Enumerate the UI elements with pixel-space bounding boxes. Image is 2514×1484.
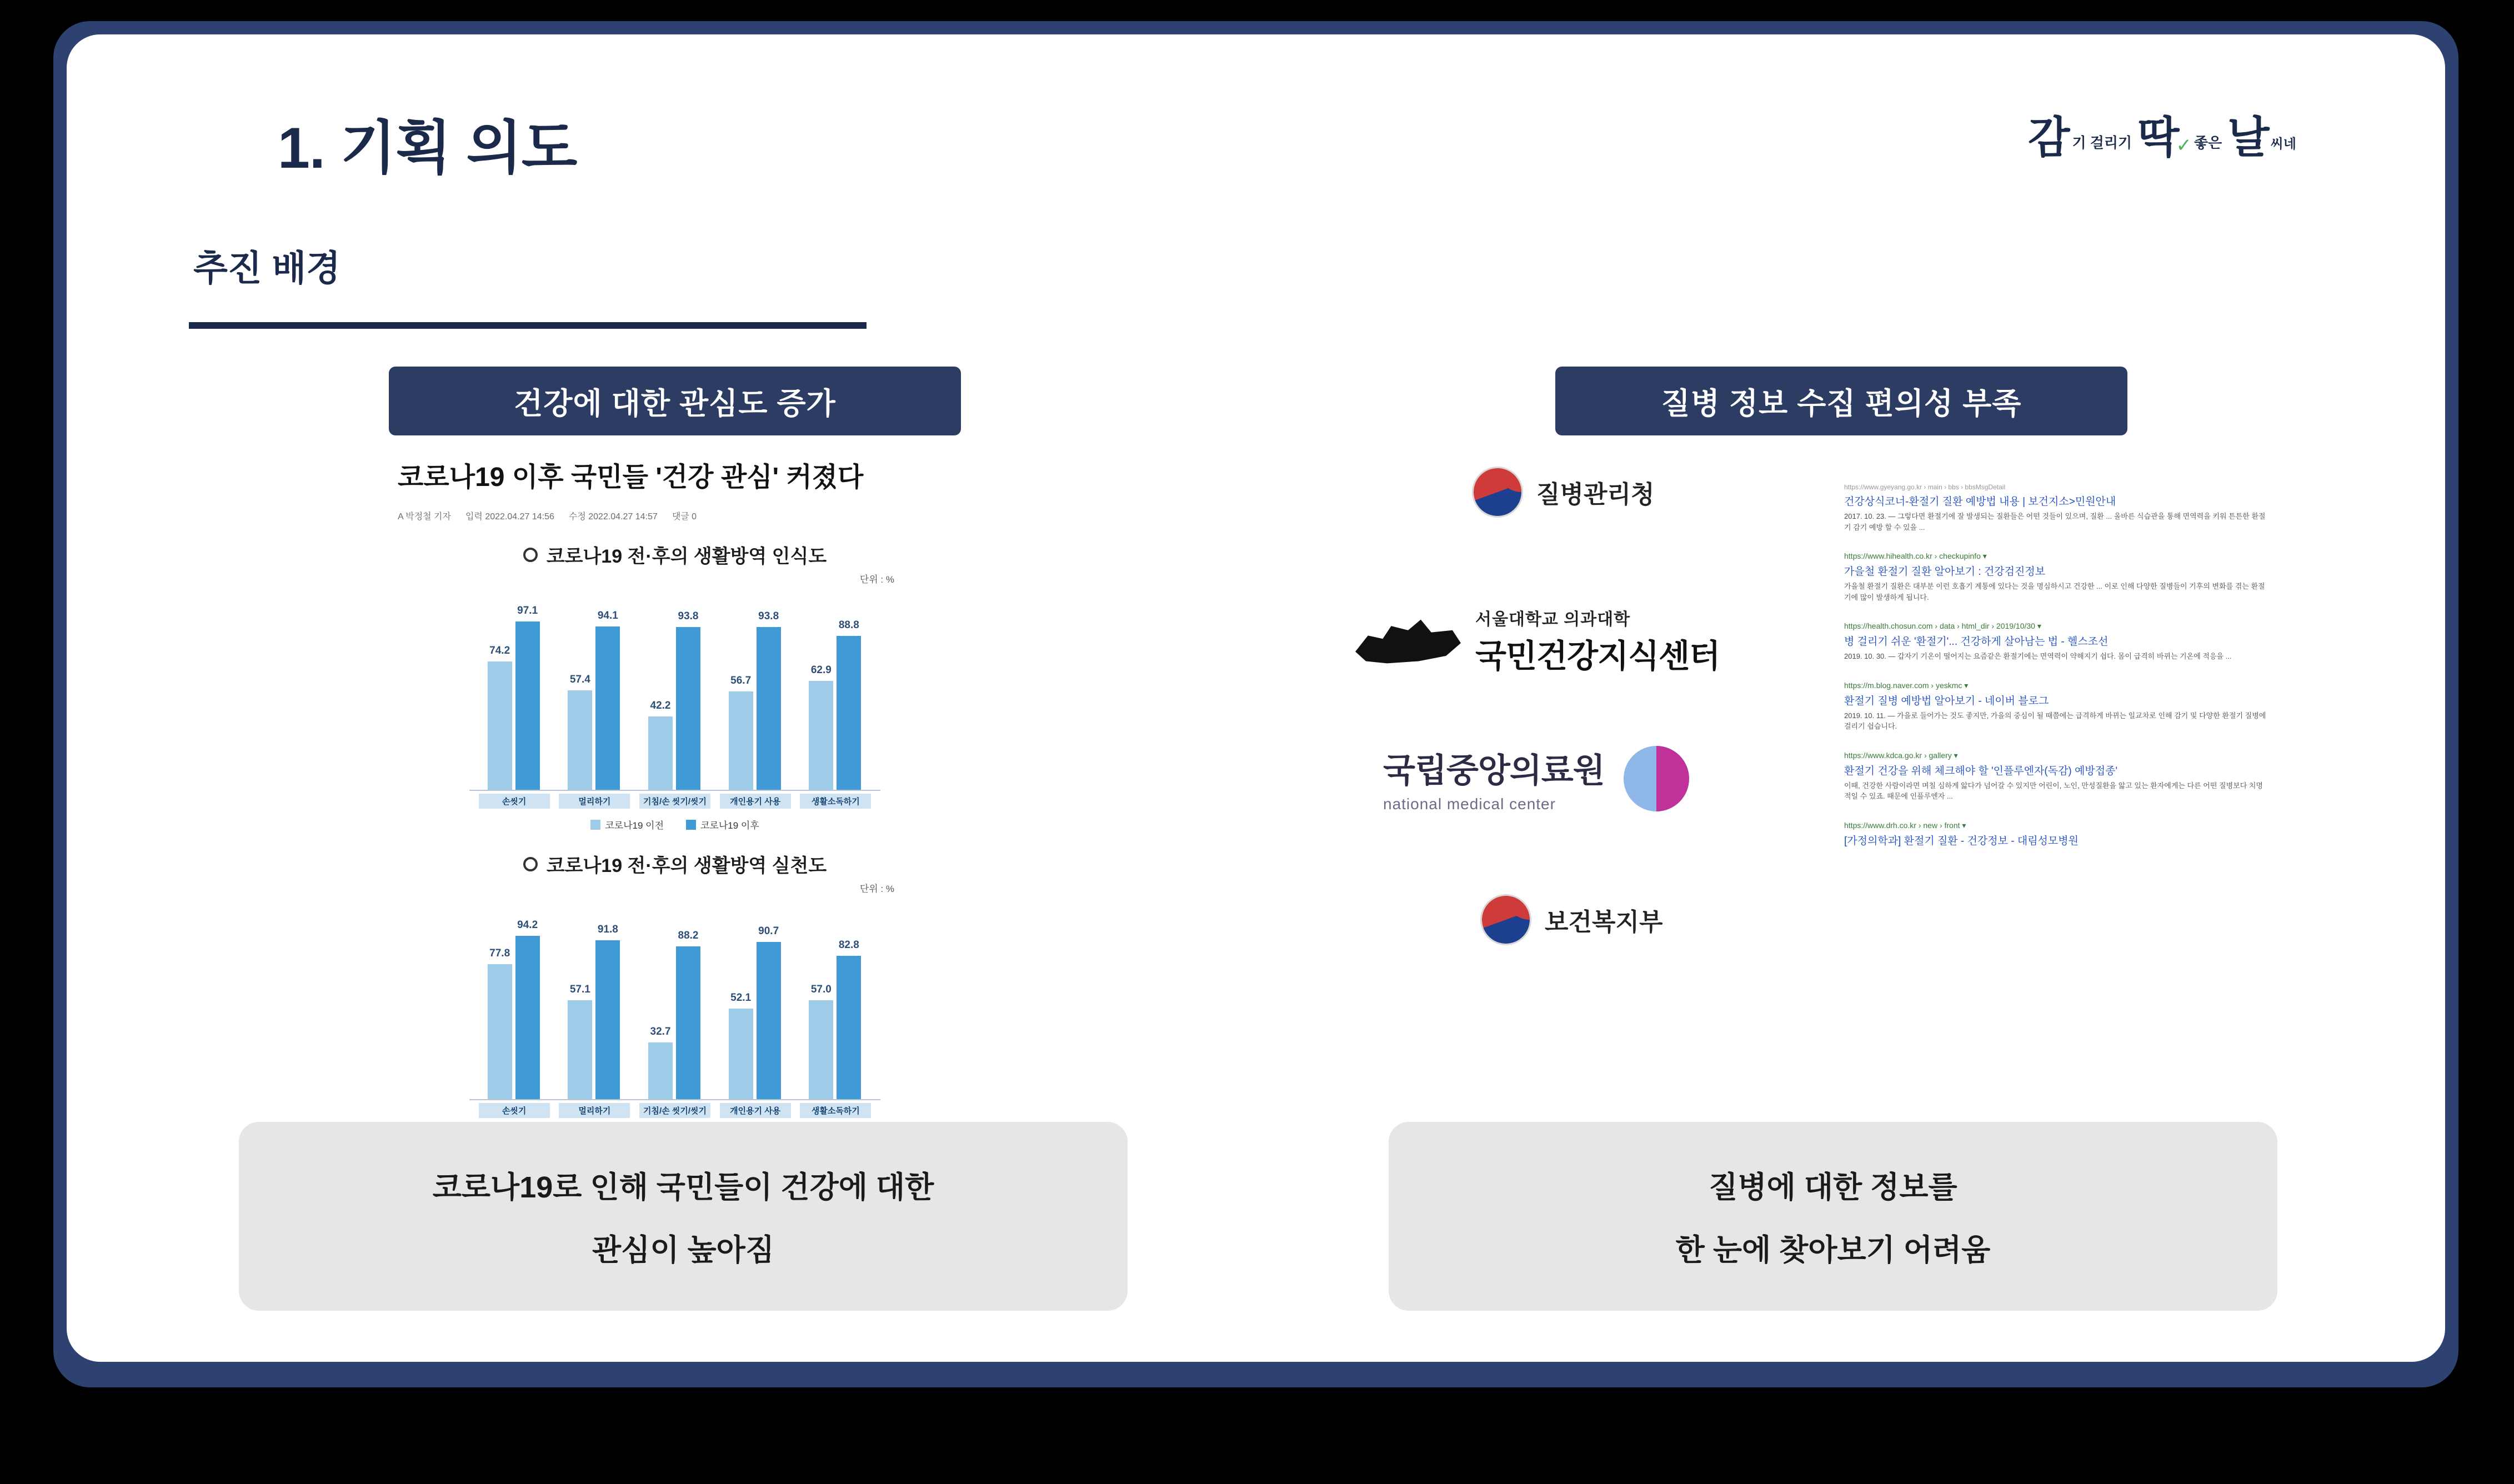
bar-post xyxy=(595,610,620,790)
bar-group xyxy=(639,591,710,806)
x-axis-label: 개인용기 사용 xyxy=(720,1103,791,1118)
bar-value-label: 97.1 xyxy=(517,605,538,617)
bar-pre xyxy=(648,700,673,790)
serp-top-url: https://www.gyeyang.go.kr › main › bbs › bbsMsgDetail xyxy=(1844,483,2006,491)
serp-title[interactable]: [가정의학과] 환절기 질환 - 건강정보 - 대림성모병원 xyxy=(1844,835,2079,847)
brand-char-3: 날 xyxy=(2227,113,2270,162)
institution-logos xyxy=(1322,467,1877,1044)
bar-pre xyxy=(809,984,833,1099)
logo-snu-lines xyxy=(1475,605,1720,676)
list-item[interactable] xyxy=(1844,621,2266,662)
news-meta-3: 댓글 0 xyxy=(672,512,697,522)
bar-pre xyxy=(729,675,753,790)
pill-right: 질병 정보 수집 편의성 부족 xyxy=(1555,367,2127,435)
tiger-icon xyxy=(1355,614,1461,668)
brand-sub-3: 씨네 xyxy=(2270,137,2296,152)
conclusion-left xyxy=(239,1122,1128,1311)
serp-url: https://health.chosun.com › data › html_dir › 2019/10/30 ▾ xyxy=(1844,621,2041,630)
chart-practice-title-text: 코로나19 전·후의 생활방역 실천도 xyxy=(546,855,827,876)
bar-group xyxy=(720,900,791,1116)
bar-value-label: 57.1 xyxy=(569,983,590,995)
chart-practice-plot xyxy=(469,900,880,1116)
x-axis-label: 멀리하기 xyxy=(559,794,630,809)
chart-awareness-title-text: 코로나19 전·후의 생활방역 인식도 xyxy=(546,546,827,567)
chart-awareness-unit: 단위 : % xyxy=(859,574,894,585)
bar-value-label: 42.2 xyxy=(650,700,671,712)
bar-value-label: 94.2 xyxy=(517,919,538,931)
chart-awareness-title xyxy=(389,541,961,568)
bullet-ring-icon xyxy=(523,857,538,871)
logo-mohw-label: 보건복지부 xyxy=(1545,909,1663,936)
serp-url: https://www.drh.co.kr › new › front ▾ xyxy=(1844,820,1966,830)
chart-practice-unit: 단위 : % xyxy=(859,884,894,894)
bar-value-label: 62.9 xyxy=(810,664,832,676)
search-results xyxy=(1844,483,2266,866)
logo-nmc xyxy=(1383,744,1689,813)
bar-value-label: 32.7 xyxy=(650,1025,671,1037)
bar-value-label: 52.1 xyxy=(730,992,752,1004)
bar-post xyxy=(676,610,700,790)
list-item[interactable] xyxy=(1844,681,2266,732)
bar-value-label: 57.0 xyxy=(810,984,832,996)
bar-value-label: 77.8 xyxy=(489,947,510,960)
news-meta-2: 수정 2022.04.27 14:57 xyxy=(568,512,658,522)
x-axis-label: 멀리하기 xyxy=(559,1103,630,1118)
brand-char-2: 딱 xyxy=(2137,113,2180,162)
brand-sub-1: 기 걸리기 xyxy=(2072,134,2132,152)
bar-group xyxy=(800,591,871,806)
bar-group xyxy=(800,900,871,1116)
taeguk-icon xyxy=(1472,467,1523,518)
bar-pre xyxy=(648,1025,673,1099)
list-item[interactable] xyxy=(1844,493,2266,533)
logo-nmc-main: 국립중앙의료원 xyxy=(1383,752,1605,789)
bar-post xyxy=(515,919,540,1099)
bar-value-label: 90.7 xyxy=(758,925,779,937)
bullet-ring-icon xyxy=(523,548,538,562)
page-title: 1. 기획 의도 xyxy=(278,116,577,181)
serp-url: https://m.blog.naver.com › yeskmc ▾ xyxy=(1844,680,1969,690)
bar-value-label: 91.8 xyxy=(597,923,618,935)
x-axis-label: 기침/손 씻기/씻기 xyxy=(639,1103,710,1118)
bar-group xyxy=(720,591,791,806)
x-axis-label: 손씻기 xyxy=(479,794,550,809)
section-heading: 추진 배경 xyxy=(193,248,341,288)
bar-post xyxy=(757,925,781,1099)
serp-title[interactable]: 가을철 환절기 질환 알아보기 : 건강검진정보 xyxy=(1844,566,2046,578)
bar-post xyxy=(676,929,700,1099)
chart-practice xyxy=(389,850,961,1147)
brand-sub-2: 좋은 xyxy=(2194,134,2222,152)
legend-pre: 코로나19 이전 xyxy=(590,818,664,831)
logo-snu xyxy=(1355,605,1720,676)
conclusion-right-line2: 한 눈에 찾아보기 어려움 xyxy=(1675,1234,1991,1267)
bar-value-label: 88.8 xyxy=(838,619,859,631)
list-item[interactable] xyxy=(1844,751,2266,802)
bar-post xyxy=(757,610,781,790)
bar-value-label: 74.2 xyxy=(489,644,510,656)
bar-post xyxy=(515,605,540,790)
bar-value-label: 82.8 xyxy=(838,939,859,951)
bar-post xyxy=(837,939,861,1099)
news-clipping xyxy=(389,455,961,1116)
chart-awareness xyxy=(389,541,961,831)
taeguk-icon xyxy=(1480,894,1531,945)
pill-left: 건강에 대한 관심도 증가 xyxy=(389,367,961,435)
bar-value-label: 57.4 xyxy=(569,673,590,685)
serp-title[interactable]: 환절기 건강을 위해 체크해야 할 '인플루엔자(독감) 예방접종' xyxy=(1844,765,2118,777)
chart-practice-title xyxy=(389,850,961,878)
chart-awareness-plot xyxy=(469,591,880,806)
logo-nmc-sub: national medical center xyxy=(1383,795,1556,813)
news-headline: 코로나19 이후 국민들 '건강 관심' 커졌다 xyxy=(398,463,864,492)
serp-snippet: 이때, 건강한 사람이라면 며칠 심하게 앓다가 넘어갈 수 있지만 어린이, 노인, 만성질환을 앓고 있는 환자에게는 다른 어떤 질병보다 치명적일 수 있죠. 때문에 인플루엔자 ... xyxy=(1844,781,2263,800)
logo-nmc-lines xyxy=(1383,744,1605,813)
brand-logo xyxy=(2028,113,2297,162)
bar-pre xyxy=(568,673,592,790)
bar-pre xyxy=(488,644,512,790)
logo-snu-sub: 서울대학교 의과대학 xyxy=(1475,610,1631,629)
bar-value-label: 93.8 xyxy=(678,610,699,623)
serp-title[interactable]: 환절기 질병 예방법 알아보기 - 네이버 블로그 xyxy=(1844,695,2049,707)
serp-title[interactable]: 건강상식코너-환절기 질환 예방법 내용 | 보건지소>민원안내 xyxy=(1844,496,2116,508)
conclusion-right xyxy=(1389,1122,2277,1311)
logo-mohw xyxy=(1480,894,1663,945)
bar-value-label: 93.8 xyxy=(758,610,779,623)
check-icon: ✓ xyxy=(2176,135,2192,157)
legend-post: 코로나19 이후 xyxy=(686,818,759,831)
brand-char-1: 감 xyxy=(2028,113,2070,162)
x-axis-label: 손씻기 xyxy=(479,1103,550,1118)
x-axis-label: 기침/손 씻기/씻기 xyxy=(639,794,710,809)
serp-title[interactable]: 병 걸리기 쉬운 '환절기'... 건강하게 살아남는 법 - 헬스조선 xyxy=(1844,636,2109,648)
news-meta xyxy=(398,509,961,522)
bar-pre xyxy=(729,992,753,1099)
bar-group xyxy=(639,900,710,1116)
bar-post xyxy=(837,619,861,790)
logo-snu-main: 국민건강지식센터 xyxy=(1475,638,1720,674)
conclusion-right-line1: 질병에 대한 정보를 xyxy=(1709,1171,1957,1204)
list-item[interactable] xyxy=(1844,552,2266,603)
chart-awareness-legend xyxy=(389,818,961,831)
bar-value-label: 88.2 xyxy=(678,929,699,941)
x-axis-label: 개인용기 사용 xyxy=(720,794,791,809)
serp-snippet: 2019. 10. 30. — 갑자기 기온이 떨어지는 요즘같은 환절기에는 면역력이 약해지기 쉽다. 몸이 급격히 바뀌는 기온에 적응을 ... xyxy=(1844,652,2232,660)
conclusion-left-line1: 코로나19로 인해 국민들이 건강에 대한 xyxy=(432,1171,934,1204)
bar-group xyxy=(559,591,630,806)
slide-header xyxy=(100,34,2412,211)
bar-pre xyxy=(809,664,833,790)
x-axis-label: 생활소독하기 xyxy=(800,1103,871,1118)
logo-kdca-label: 질병관리청 xyxy=(1536,481,1655,508)
bar-value-label: 56.7 xyxy=(730,675,752,687)
logo-kdca xyxy=(1472,467,1655,518)
bar-group xyxy=(479,591,550,806)
serp-snippet: 가을철 환절기 질환은 대부분 이런 호흡기 계통에 있다는 것을 명심하시고 건강한 ... 이로 인해 다양한 질병들이 기후의 변화를 겪는 환절기에 많이 발생하게 됩니다. xyxy=(1844,582,2265,601)
bar-group xyxy=(479,900,550,1116)
x-axis-label: 생활소독하기 xyxy=(800,794,871,809)
serp-snippet: 2017. 10. 23. — 그렇다면 환절기에 잘 발생되는 질환들은 어떤 것들이 있으며, 질환 ... 올바른 식습관을 통해 면역력을 키워 튼튼한 환절기 감기 예방 할 수 있을 ... xyxy=(1844,512,2266,532)
section-underline xyxy=(189,322,867,329)
bar-post xyxy=(595,923,620,1099)
bar-value-label: 94.1 xyxy=(597,610,618,622)
bar-pre xyxy=(488,947,512,1099)
serp-snippet: 2019. 10. 11. — 가을로 들어가는 것도 좋지만, 가을의 중심이 될 때쯤에는 급격하게 바뀌는 일교차로 인해 감기 및 다양한 환절기 질병에 걸리기 쉽습니다. xyxy=(1844,711,2266,730)
conclusion-left-line2: 관심이 높아짐 xyxy=(592,1234,774,1267)
serp-url: https://www.kdca.go.kr › gallery ▾ xyxy=(1844,750,1958,760)
serp-url: https://www.hihealth.co.kr › checkupinfo ▾ xyxy=(1844,552,1987,560)
news-meta-1: 입력 2022.04.27 14:56 xyxy=(465,512,554,522)
bar-pre xyxy=(568,983,592,1099)
news-meta-0: A 박정철 기자 xyxy=(398,512,451,522)
list-item[interactable] xyxy=(1844,821,2266,848)
nmc-mark-icon xyxy=(1624,746,1689,811)
bar-group xyxy=(559,900,630,1116)
